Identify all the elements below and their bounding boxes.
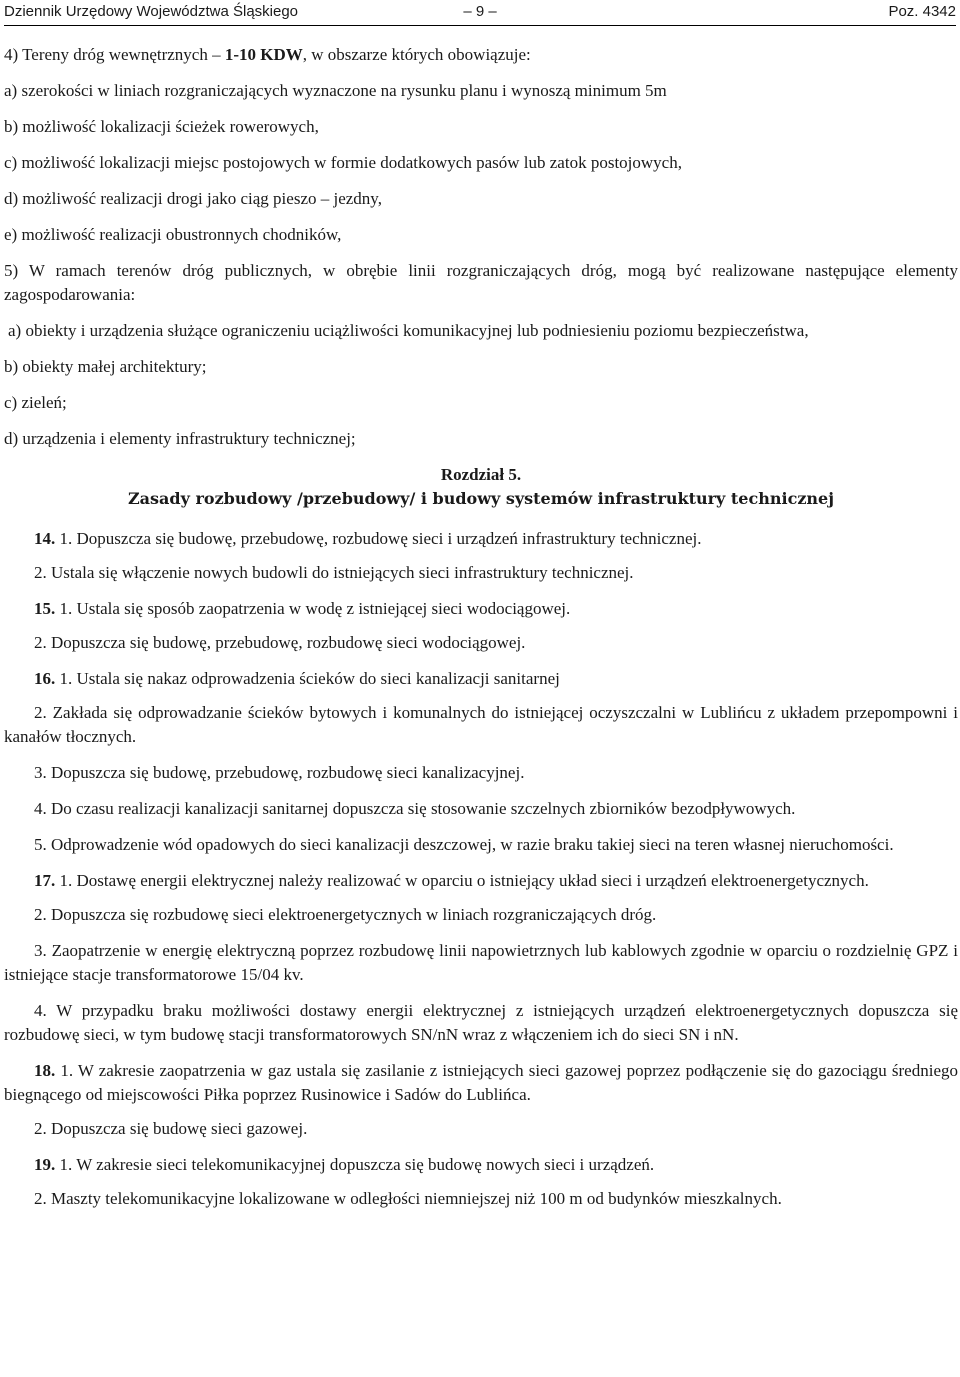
paragraph-4: 4) Tereny dróg wewnętrznych – 1-10 KDW, w obszarze których obowiązuje: <box>4 45 531 64</box>
page-number: – 9 – <box>463 3 497 20</box>
list-item: b) możliwość lokalizacji ścieżek rowerowych, <box>4 117 319 136</box>
section-number: 17. <box>34 871 56 890</box>
list-item: c) zieleń; <box>4 393 67 412</box>
list-item: a) szerokości w liniach rozgraniczających wyznaczone na rysunku planu i wynoszą minimum 5m <box>4 81 667 100</box>
zone-symbol: 1-10 KDW <box>224 45 303 64</box>
section-paragraph: 5. Odprowadzenie wód opadowych do sieci kanalizacji deszczowej, w razie braku takiej sieci na teren własnej nieruchomości. <box>34 835 894 854</box>
journal-title: Dziennik Urzędowy Województwa Śląskiego <box>4 3 299 20</box>
list-item: d) możliwość realizacji drogi jako ciąg pieszo – jezdny, <box>4 189 382 208</box>
section-paragraph: 4. Do czasu realizacji kanalizacji sanitarnej dopuszcza się stosowanie szczelnych zbiorników bezodpływowych. <box>34 799 796 818</box>
section-paragraph: 3. Dopuszcza się budowę, przebudowę, rozbudowę sieci kanalizacyjnej. <box>34 763 525 782</box>
section-paragraph: 2. Ustala się włączenie nowych budowli do istniejących sieci infrastruktury technicznej. <box>34 563 634 582</box>
section-paragraph: 2. Dopuszcza się rozbudowę sieci elektroenergetycznych w liniach rozgraniczających dróg. <box>34 905 657 924</box>
section-paragraph: 2. Dopuszcza się budowę, przebudowę, rozbudowę sieci wodociągowej. <box>34 633 526 652</box>
chapter-title: Zasady rozbudowy /przebudowy/ i budowy systemów infrastruktury technicznej <box>127 489 834 508</box>
section-paragraph: 2. Zakłada się odprowadzanie ścieków bytowych i komunalnych do istniejącej oczyszczalni w Lublińcu z układem przepompowni i kanałów tłocznych. <box>4 703 958 746</box>
list-item: b) obiekty małej architektury; <box>4 357 207 376</box>
list-item: d) urządzenia i elementy infrastruktury technicznej; <box>4 429 356 448</box>
position-number: Poz. 4342 <box>888 3 956 20</box>
section-15: 15. 1. Ustala się sposób zaopatrzenia w wodę z istniejącej sieci wodociągowej. <box>34 599 571 618</box>
section-paragraph: 2. Maszty telekomunikacyjne lokalizowane w odległości niemniejszej niż 100 m od budynków mieszkalnych. <box>34 1189 782 1208</box>
section-paragraph: 2. Dopuszcza się budowę sieci gazowej. <box>34 1119 308 1138</box>
section-paragraph: 3. Zaopatrzenie w energię elektryczną poprzez rozbudowę linii napowietrznych lub kablowych zgodnie w oparciu o rozdzielnię GPZ i istniejące stacje transformatorowe 15/04 kv. <box>4 941 958 984</box>
section-18: 18. 1. W zakresie zaopatrzenia w gaz ustala się zasilanie z istniejących sieci gazowej poprzez podłączenie się do gazociągu średniego biegnącego od miejscowości Piłka poprzez Rusinowice i Sadów do Lublińca. <box>4 1061 958 1104</box>
section-number: 18. <box>34 1061 56 1080</box>
section-17: 17. 1. Dostawę energii elektrycznej należy realizować w oparciu o istniejący układ sieci i urządzeń elektroenergetycznych. <box>34 871 869 890</box>
section-number: 15. <box>34 599 56 618</box>
section-number: 14. <box>34 529 56 548</box>
paragraph-5: 5) W ramach terenów dróg publicznych, w obrębie linii rozgraniczających dróg, mogą być realizowane następujące elementy zagospodarowania: <box>4 261 958 304</box>
section-16: 16. 1. Ustala się nakaz odprowadzenia ścieków do sieci kanalizacji sanitarnej <box>34 669 560 688</box>
section-number: 16. <box>34 669 56 688</box>
section-14: 14. 1. Dopuszcza się budowę, przebudowę, rozbudowę sieci i urządzeń infrastruktury technicznej. <box>34 529 702 548</box>
document-body <box>4 43 958 1223</box>
section-number: 19. <box>34 1155 56 1174</box>
list-item: e) możliwość realizacji obustronnych chodników, <box>4 225 342 244</box>
section-19: 19. 1. W zakresie sieci telekomunikacyjnej dopuszcza się budowę nowych sieci i urządzeń. <box>34 1155 655 1174</box>
section-paragraph: 4. W przypadku braku możliwości dostawy energii elektrycznej z istniejących urządzeń elektroenergetycznych dopuszcza się rozbudowę sieci, w tym budowę stacji transformatorowych SN/nN wraz z włączeniem ich do sieci SN i nN. <box>4 1001 958 1044</box>
page-header <box>4 0 956 26</box>
list-item: a) obiekty i urządzenia służące ograniczeniu uciążliwości komunikacyjnej lub podniesieniu poziomu bezpieczeństwa, <box>8 321 809 340</box>
list-item: c) możliwość lokalizacji miejsc postojowych w formie dodatkowych pasów lub zatok postojowych, <box>4 153 682 172</box>
chapter-label: Rozdział 5. <box>440 465 522 484</box>
